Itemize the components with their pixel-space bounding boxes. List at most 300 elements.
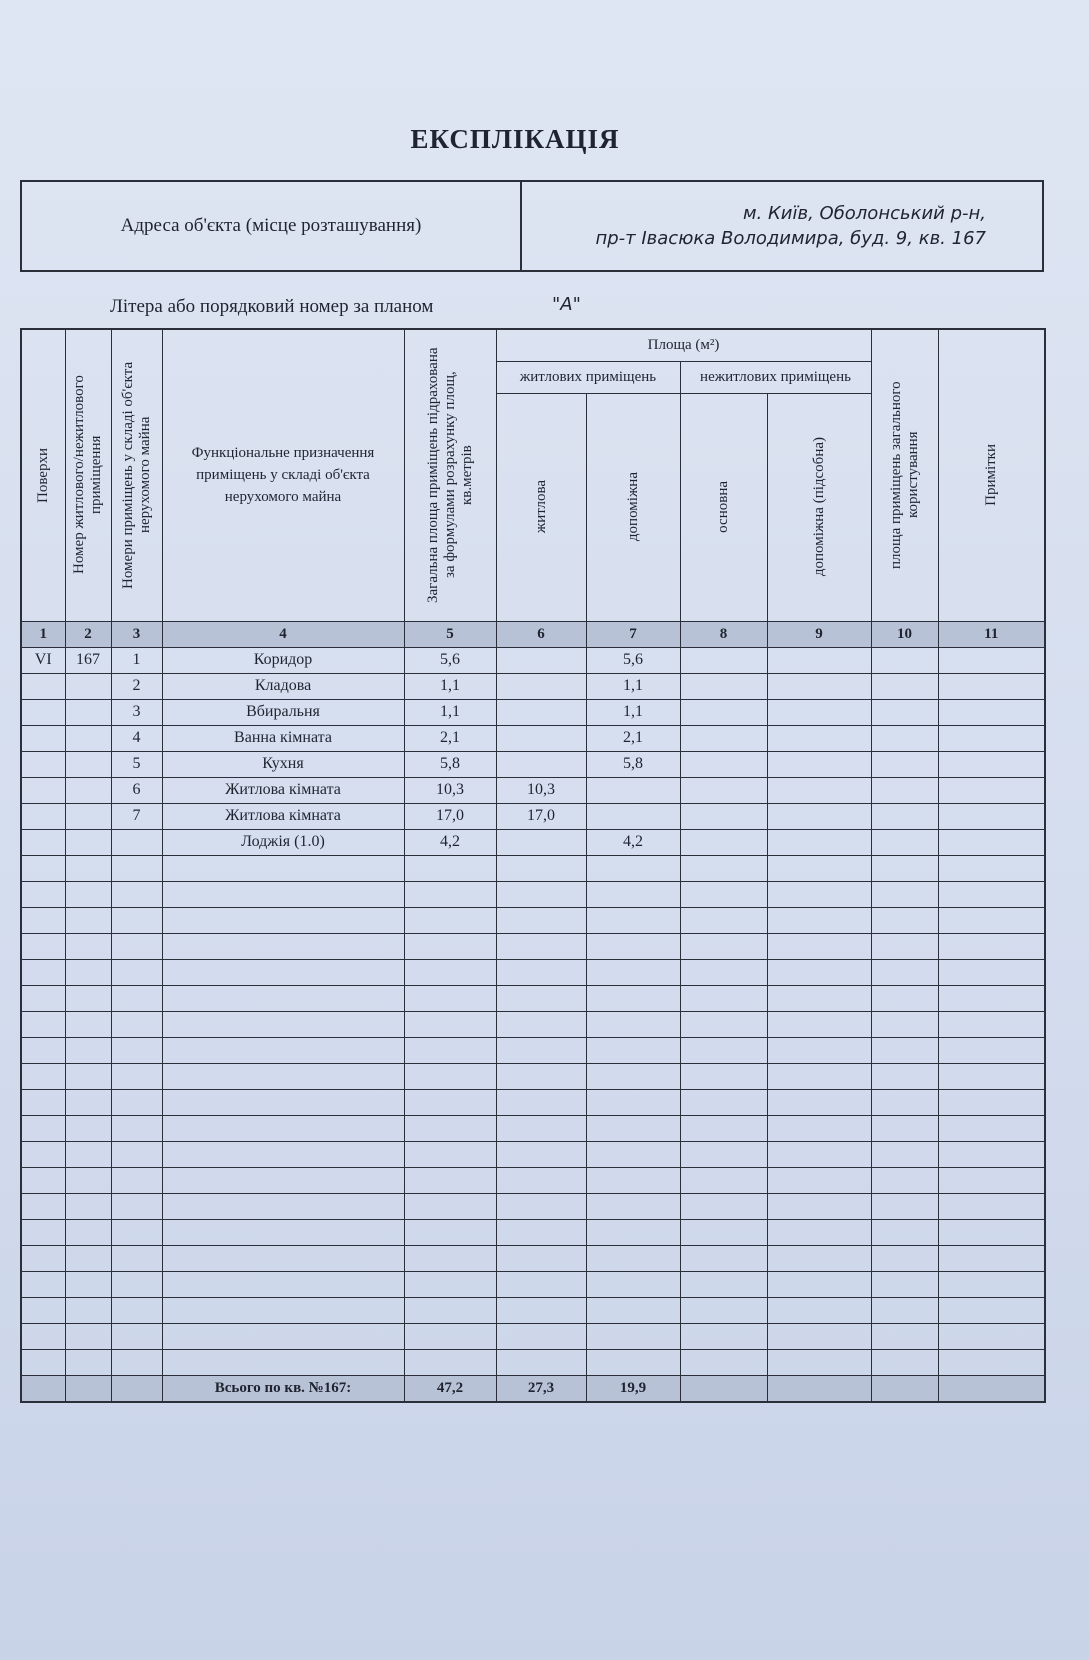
empty-cell (767, 1115, 871, 1141)
empty-cell (680, 1115, 767, 1141)
floor-cell (21, 751, 65, 777)
room-cell: 5 (111, 751, 162, 777)
aux-area-cell (586, 777, 680, 803)
empty-cell (871, 803, 938, 829)
empty-cell (586, 855, 680, 881)
empty-cell (680, 673, 767, 699)
empty-cell (938, 1167, 1045, 1193)
empty-cell (938, 803, 1045, 829)
empty-cell (938, 1141, 1045, 1167)
table-row (21, 1089, 1045, 1115)
empty-cell (586, 1141, 680, 1167)
empty-cell (680, 1297, 767, 1323)
empty-cell (404, 1349, 496, 1375)
empty-cell (496, 1245, 586, 1271)
empty-cell (65, 1219, 111, 1245)
table-row (21, 1167, 1045, 1193)
table-row (21, 985, 1045, 1011)
empty-cell (767, 829, 871, 855)
empty-cell (65, 1245, 111, 1271)
empty-cell (21, 1037, 65, 1063)
empty-cell (871, 1297, 938, 1323)
address-label: Адреса об'єкта (місце розташування) (22, 182, 522, 270)
table-row (21, 1219, 1045, 1245)
empty-cell (496, 907, 586, 933)
empty-cell (938, 1245, 1045, 1271)
empty-cell (938, 751, 1045, 777)
table-row (21, 1271, 1045, 1297)
empty-cell (871, 1271, 938, 1297)
table-row (21, 1011, 1045, 1037)
room-cell: 6 (111, 777, 162, 803)
empty-cell (938, 1089, 1045, 1115)
empty-cell (404, 881, 496, 907)
empty-cell (680, 751, 767, 777)
total-area-cell: 1,1 (404, 673, 496, 699)
empty-cell (680, 985, 767, 1011)
column-number: 9 (767, 621, 871, 647)
empty-cell (404, 1089, 496, 1115)
empty-cell (938, 1323, 1045, 1349)
empty-cell (938, 777, 1045, 803)
empty-cell (871, 1037, 938, 1063)
total-area-cell: 10,3 (404, 777, 496, 803)
column-numbers-row (21, 621, 1045, 647)
empty-cell (404, 1245, 496, 1271)
header-row-1 (21, 329, 1045, 361)
living-area-cell (496, 699, 586, 725)
empty-cell (21, 1115, 65, 1141)
empty-cell (680, 1193, 767, 1219)
empty-cell (404, 1011, 496, 1037)
empty-cell (938, 933, 1045, 959)
empty-cell (65, 1011, 111, 1037)
empty-cell (938, 673, 1045, 699)
empty-cell (496, 933, 586, 959)
empty-cell (680, 829, 767, 855)
empty-cell (111, 907, 162, 933)
empty-cell (404, 855, 496, 881)
empty-cell (767, 881, 871, 907)
header-notes: Примітки (938, 329, 1045, 621)
empty-cell (680, 907, 767, 933)
table-row (21, 1349, 1045, 1375)
empty-cell (767, 907, 871, 933)
empty-cell (586, 1089, 680, 1115)
unit-cell (65, 751, 111, 777)
empty-cell (21, 1245, 65, 1271)
empty-cell (162, 1141, 404, 1167)
empty-cell (111, 985, 162, 1011)
unit-cell (65, 699, 111, 725)
living-area-cell (496, 751, 586, 777)
address-line-2: пр-т Івасюка Володимира, буд. 9, кв. 167 (595, 228, 986, 249)
table-row (21, 1037, 1045, 1063)
empty-cell (871, 699, 938, 725)
header-floors: Поверхи (21, 329, 65, 621)
room-name-cell: Житлова кімната (162, 803, 404, 829)
header-common-area: площа приміщень загального користування (871, 329, 938, 621)
empty-cell (496, 1115, 586, 1141)
column-number: 1 (21, 621, 65, 647)
empty-cell (586, 1167, 680, 1193)
empty-cell (586, 1193, 680, 1219)
aux-area-cell: 1,1 (586, 699, 680, 725)
empty-cell (111, 959, 162, 985)
empty-cell (938, 1037, 1045, 1063)
empty-cell (404, 1323, 496, 1349)
empty-cell (767, 1011, 871, 1037)
empty-cell (767, 673, 871, 699)
header-residential: житлових приміщень (496, 361, 680, 393)
living-area-cell (496, 725, 586, 751)
empty-cell (871, 985, 938, 1011)
empty-cell (162, 1271, 404, 1297)
empty-cell (938, 1219, 1045, 1245)
empty-cell (496, 1063, 586, 1089)
table-row (21, 1323, 1045, 1349)
unit-cell (65, 673, 111, 699)
empty-cell (496, 1089, 586, 1115)
empty-cell (404, 1063, 496, 1089)
empty-cell (767, 1349, 871, 1375)
empty-cell (111, 1037, 162, 1063)
empty-cell (767, 1167, 871, 1193)
empty-cell (680, 1349, 767, 1375)
empty-cell (162, 1193, 404, 1219)
empty-cell (871, 751, 938, 777)
total-living-value: 27,3 (496, 1375, 586, 1402)
empty-cell (111, 1193, 162, 1219)
litera-value: "А" (552, 294, 581, 315)
empty-cell (21, 1089, 65, 1115)
table-row (21, 803, 1045, 829)
empty-cell (65, 1271, 111, 1297)
empty-cell (680, 1219, 767, 1245)
empty-cell (680, 803, 767, 829)
table-row (21, 881, 1045, 907)
header-unit-no: Номер житлового/нежитлового приміщення (65, 329, 111, 621)
empty-cell (496, 985, 586, 1011)
column-number: 11 (938, 621, 1045, 647)
empty-cell (162, 1011, 404, 1037)
empty-cell (680, 699, 767, 725)
empty-cell (65, 959, 111, 985)
empty-cell (111, 1115, 162, 1141)
empty-cell (65, 855, 111, 881)
empty-cell (111, 933, 162, 959)
empty-cell (404, 985, 496, 1011)
empty-cell (767, 777, 871, 803)
empty-cell (586, 1063, 680, 1089)
table-row (21, 777, 1045, 803)
table-row (21, 673, 1045, 699)
empty-cell (65, 1349, 111, 1375)
empty-cell (21, 1011, 65, 1037)
empty-cell (938, 1349, 1045, 1375)
empty-cell (586, 907, 680, 933)
empty-cell (496, 1323, 586, 1349)
empty-cell (767, 985, 871, 1011)
empty-cell (111, 1011, 162, 1037)
table-row (21, 699, 1045, 725)
empty-cell (871, 1167, 938, 1193)
empty-cell (404, 1219, 496, 1245)
empty-cell (938, 1193, 1045, 1219)
empty-cell (111, 1219, 162, 1245)
room-name-cell: Кухня (162, 751, 404, 777)
empty-cell (680, 1323, 767, 1349)
empty-cell (871, 1349, 938, 1375)
floor-cell (21, 829, 65, 855)
empty-cell (938, 855, 1045, 881)
empty-cell (871, 1141, 938, 1167)
empty-cell (65, 1037, 111, 1063)
empty-cell (767, 1297, 871, 1323)
empty-cell (871, 829, 938, 855)
table-row (21, 647, 1045, 673)
unit-cell (65, 777, 111, 803)
empty-cell (871, 959, 938, 985)
empty-cell (21, 855, 65, 881)
empty-cell (871, 1245, 938, 1271)
empty-cell (162, 1089, 404, 1115)
empty-cell (65, 881, 111, 907)
total-area-cell: 17,0 (404, 803, 496, 829)
empty-cell (586, 1245, 680, 1271)
empty-cell (938, 699, 1045, 725)
living-area-cell: 10,3 (496, 777, 586, 803)
empty-cell (162, 959, 404, 985)
empty-cell (871, 1323, 938, 1349)
table-row (21, 725, 1045, 751)
empty-cell (871, 673, 938, 699)
empty-cell (404, 1297, 496, 1323)
table-row (21, 959, 1045, 985)
header-area-group: Площа (м²) (496, 329, 871, 361)
empty-cell (21, 1167, 65, 1193)
empty-cell (680, 777, 767, 803)
empty-cell (111, 1063, 162, 1089)
empty-cell (871, 647, 938, 673)
empty-cell (680, 1063, 767, 1089)
empty-cell (162, 855, 404, 881)
room-cell: 2 (111, 673, 162, 699)
empty-cell (65, 985, 111, 1011)
empty-cell (162, 985, 404, 1011)
empty-cell (938, 829, 1045, 855)
room-cell: 3 (111, 699, 162, 725)
empty-cell (496, 1037, 586, 1063)
header-total-area: Загальна площа приміщень підрахована за формулами розрахунку площ, кв.метрів (404, 329, 496, 621)
empty-cell (496, 959, 586, 985)
empty-cell (586, 881, 680, 907)
empty-cell (21, 1271, 65, 1297)
empty-cell (586, 1037, 680, 1063)
total-area-cell: 4,2 (404, 829, 496, 855)
address-line-1: м. Київ, Оболонський р-н, (742, 203, 986, 224)
empty-cell (496, 1011, 586, 1037)
empty-cell (496, 1271, 586, 1297)
floor-cell (21, 803, 65, 829)
empty-cell (496, 1219, 586, 1245)
empty-cell (767, 699, 871, 725)
empty-cell (111, 1271, 162, 1297)
empty-cell (404, 1271, 496, 1297)
explication-table (20, 328, 1046, 1403)
empty-cell (938, 881, 1045, 907)
empty-cell (586, 1297, 680, 1323)
empty-cell (938, 1063, 1045, 1089)
living-area-cell (496, 647, 586, 673)
empty-cell (65, 1089, 111, 1115)
empty-cell (21, 959, 65, 985)
aux-area-cell (586, 803, 680, 829)
empty-cell (21, 881, 65, 907)
empty-cell (65, 933, 111, 959)
empty-cell (496, 1141, 586, 1167)
table-row (21, 1063, 1045, 1089)
header-main: основна (680, 393, 767, 621)
room-cell: 4 (111, 725, 162, 751)
total-area-cell: 5,6 (404, 647, 496, 673)
empty-cell (871, 1011, 938, 1037)
empty-cell (162, 1297, 404, 1323)
column-number: 8 (680, 621, 767, 647)
empty-cell (767, 1037, 871, 1063)
empty-cell (496, 855, 586, 881)
table-row (21, 1115, 1045, 1141)
empty-cell (21, 1349, 65, 1375)
room-name-cell: Житлова кімната (162, 777, 404, 803)
empty-cell (21, 1219, 65, 1245)
aux-area-cell: 5,8 (586, 751, 680, 777)
empty-cell (871, 907, 938, 933)
empty-cell (162, 1219, 404, 1245)
aux-area-cell: 4,2 (586, 829, 680, 855)
empty-cell (65, 1297, 111, 1323)
floor-cell (21, 777, 65, 803)
empty-cell (680, 1011, 767, 1037)
unit-cell: 167 (65, 647, 111, 673)
living-area-cell: 17,0 (496, 803, 586, 829)
empty-cell (586, 1115, 680, 1141)
empty-cell (767, 1193, 871, 1219)
empty-cell (767, 959, 871, 985)
empty-cell (871, 1089, 938, 1115)
empty-cell (162, 1245, 404, 1271)
empty-cell (680, 881, 767, 907)
empty-cell (938, 725, 1045, 751)
column-number: 7 (586, 621, 680, 647)
empty-cell (404, 959, 496, 985)
total-area-cell: 2,1 (404, 725, 496, 751)
empty-cell (767, 855, 871, 881)
empty-cell (162, 1349, 404, 1375)
total-aux-value: 19,9 (586, 1375, 680, 1402)
column-number: 10 (871, 621, 938, 647)
empty-cell (871, 933, 938, 959)
empty-cell (767, 751, 871, 777)
empty-cell (871, 777, 938, 803)
empty-cell (938, 1115, 1045, 1141)
empty-cell (586, 959, 680, 985)
table-row (21, 1193, 1045, 1219)
empty-cell (767, 1089, 871, 1115)
empty-cell (21, 1063, 65, 1089)
column-number: 2 (65, 621, 111, 647)
empty-cell (111, 1245, 162, 1271)
address-value (522, 182, 1042, 270)
empty-cell (65, 1141, 111, 1167)
empty-cell (65, 1115, 111, 1141)
empty-cell (586, 1349, 680, 1375)
room-name-cell: Лоджія (1.0) (162, 829, 404, 855)
floor-cell (21, 673, 65, 699)
floor-cell: VI (21, 647, 65, 673)
table-row (21, 933, 1045, 959)
empty-cell (111, 1297, 162, 1323)
empty-cell (111, 1167, 162, 1193)
header-function: Функціональне призначення приміщень у складі об'єкта нерухомого майна (162, 329, 404, 621)
empty-cell (767, 933, 871, 959)
empty-cell (162, 881, 404, 907)
empty-cell (938, 907, 1045, 933)
empty-cell (938, 959, 1045, 985)
empty-cell (162, 1037, 404, 1063)
aux-area-cell: 5,6 (586, 647, 680, 673)
empty-cell (65, 1323, 111, 1349)
litera-label: Літера або порядковий номер за планом (110, 296, 434, 317)
empty-cell (404, 933, 496, 959)
total-area-cell: 5,8 (404, 751, 496, 777)
aux-area-cell: 2,1 (586, 725, 680, 751)
empty-cell (65, 1167, 111, 1193)
empty-cell (586, 1219, 680, 1245)
empty-cell (111, 1323, 162, 1349)
floor-cell (21, 725, 65, 751)
room-name-cell: Коридор (162, 647, 404, 673)
header-nonresidential: нежитлових приміщень (680, 361, 871, 393)
header-aux-utility: допоміжна (підсобна) (767, 393, 871, 621)
empty-cell (111, 881, 162, 907)
empty-cell (871, 1115, 938, 1141)
column-number: 3 (111, 621, 162, 647)
table-row (21, 1297, 1045, 1323)
empty-cell (680, 725, 767, 751)
total-row (21, 1375, 1045, 1402)
total-area-cell: 1,1 (404, 699, 496, 725)
unit-cell (65, 803, 111, 829)
unit-cell (65, 725, 111, 751)
header-living: житлова (496, 393, 586, 621)
total-area-value: 47,2 (404, 1375, 496, 1402)
empty-cell (767, 725, 871, 751)
room-cell (111, 829, 162, 855)
empty-cell (21, 933, 65, 959)
empty-cell (938, 647, 1045, 673)
empty-cell (680, 1089, 767, 1115)
empty-cell (680, 1245, 767, 1271)
room-cell: 7 (111, 803, 162, 829)
empty-cell (111, 1349, 162, 1375)
empty-cell (871, 881, 938, 907)
empty-cell (496, 1349, 586, 1375)
living-area-cell (496, 829, 586, 855)
aux-area-cell: 1,1 (586, 673, 680, 699)
empty-cell (938, 1011, 1045, 1037)
empty-cell (767, 1245, 871, 1271)
